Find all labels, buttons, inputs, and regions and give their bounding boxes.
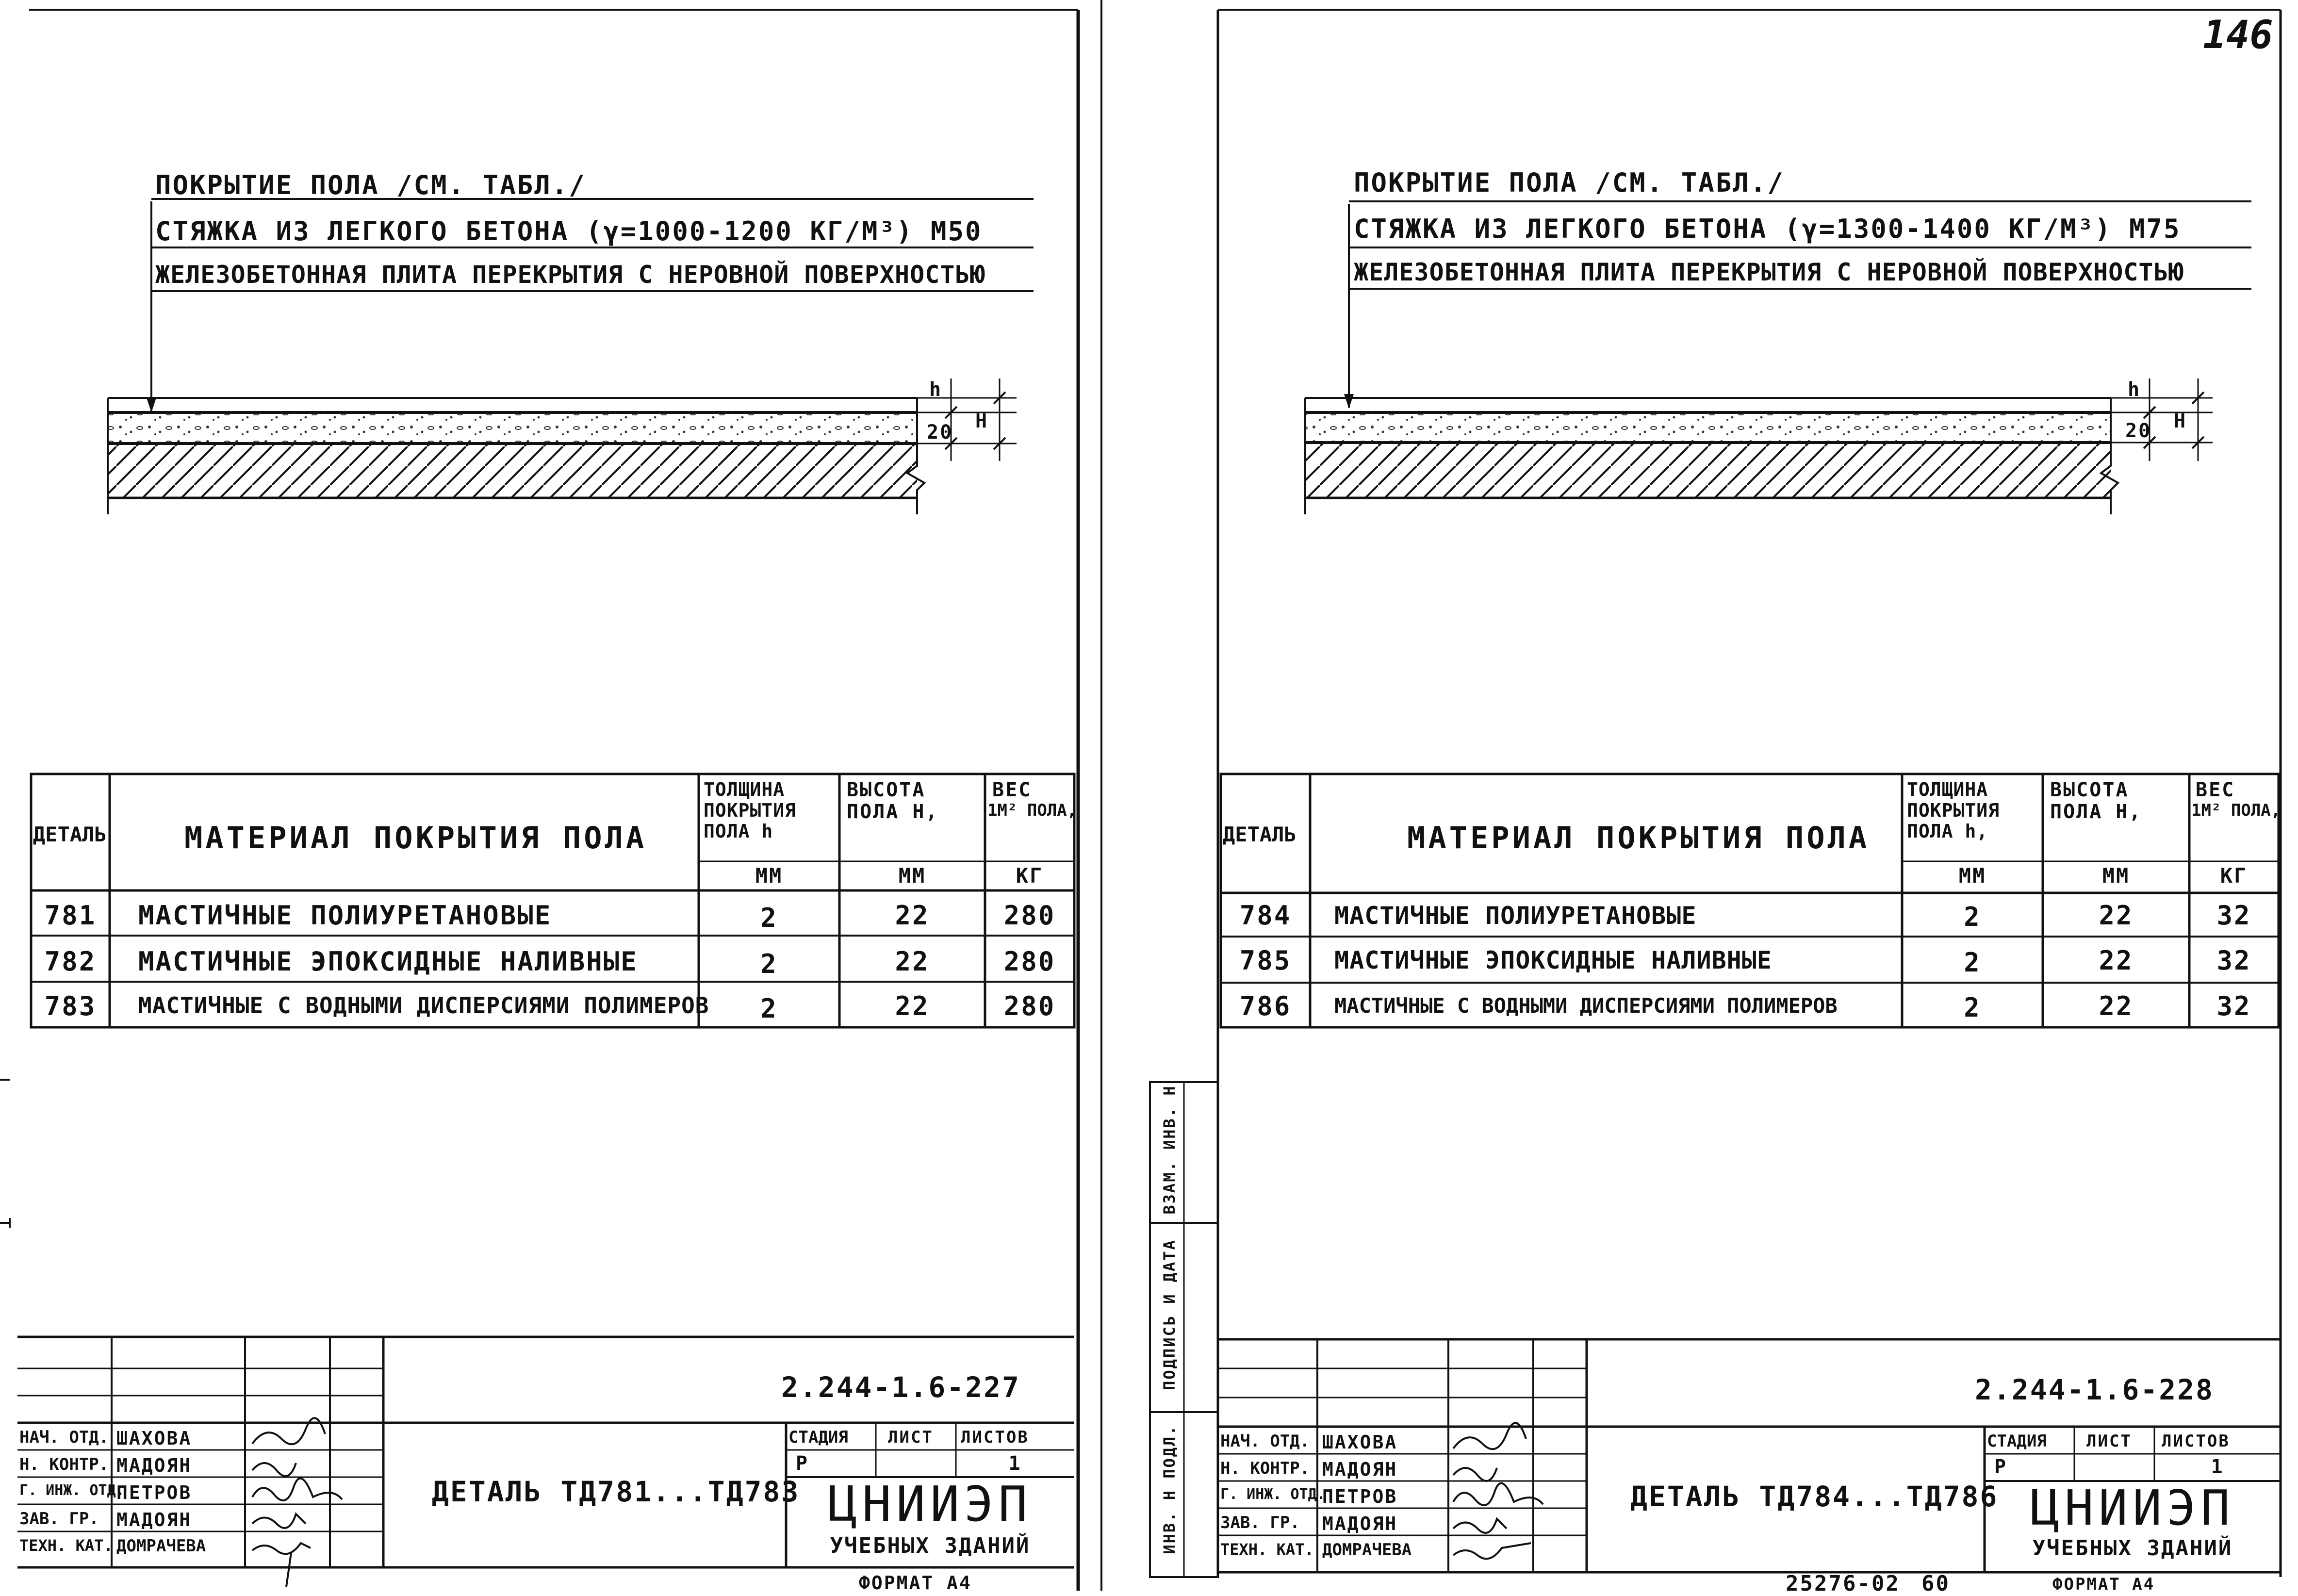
row-thickness: 2 [1964,992,1981,1023]
screed-label: СТЯЖКА ИЗ ЛЕГКОГО БЕТОНА (γ=1000-1200 КГ/М³) М50 [155,216,983,247]
header-weight-2: 1М² ПОЛА, [987,801,1077,820]
header-thickness-2: ПОКРЫТИЯ [1907,800,2000,821]
stage-value: Р [796,1452,809,1475]
role-3: ЗАВ. ГР. [19,1509,99,1529]
side-stamp-sign: ПОДПИСЬ И ДАТА [1160,1239,1179,1390]
row-material: МАСТИЧНЫЕ С ВОДНЫМИ ДИСПЕРСИЯМИ ПОЛИМЕРОВ [1334,994,1838,1018]
name-2: ПЕТРОВ [116,1482,192,1503]
header-weight-unit: КГ [2220,864,2248,888]
bottom-code: 25276-02 [1786,1571,1900,1596]
dim-h: h [929,378,943,401]
row-material: МАСТИЧНЫЕ ЭПОКСИДНЫЕ НАЛИВНЫЕ [1334,946,1772,974]
name-0: ШАХОВА [116,1428,192,1449]
name-3: МАДОЯН [116,1509,192,1530]
header-weight-1: ВЕС [2196,779,2235,801]
header-thickness-1: ТОЛЩИНА [1907,779,1988,800]
org-name: ЦНИИЭП [828,1476,1033,1532]
row-thickness: 2 [760,903,778,933]
cover-label: ПОКРЫТИЕ ПОЛА /СМ. ТАБЛ./ [155,170,586,200]
sheet-label: ЛИСТ [2086,1431,2132,1451]
name-3: МАДОЯН [1322,1513,1398,1534]
stage-label: СТАДИЯ [788,1428,848,1447]
row-material: МАСТИЧНЫЕ ПОЛИУРЕТАНОВЫЕ [138,900,552,931]
row-detail: 784 [1239,900,1292,931]
header-height-1: ВЫСОТА [847,779,926,801]
row-detail: 782 [44,946,97,977]
row-height: 22 [2099,945,2134,976]
row-weight: 280 [1003,900,1056,931]
role-1: Н. КОНТР. [19,1455,109,1474]
org-name: ЦНИИЭП [2030,1480,2235,1536]
row-weight: 32 [2216,900,2251,931]
row-detail: 785 [1239,945,1292,976]
page-number: 146 [2203,12,2273,57]
role-2: Г. ИНЖ. ОТД. [1220,1486,1326,1503]
slab-label: ЖЕЛЕЗОБЕТОННАЯ ПЛИТА ПЕРЕКРЫТИЯ С НЕРОВНОЙ ПОВЕРХНОСТЬЮ [1354,258,2184,286]
row-weight: 32 [2216,991,2251,1021]
row-detail: 781 [44,900,97,931]
name-1: МАДОЯН [116,1455,192,1476]
row-height: 22 [895,946,930,977]
org-sub: УЧЕБНЫХ ЗДАНИЙ [2032,1536,2233,1561]
name-0: ШАХОВА [1322,1431,1398,1453]
org-sub: УЧЕБНЫХ ЗДАНИЙ [830,1533,1031,1558]
format-label: ФОРМАТ А4 [2052,1575,2155,1594]
row-thickness: 2 [1964,902,1981,932]
role-1: Н. КОНТР. [1220,1459,1310,1478]
role-4: ТЕХН. КАТ. [19,1536,113,1555]
sheet-label: ЛИСТ [888,1428,934,1447]
header-thickness-2: ПОКРЫТИЯ [704,800,797,821]
row-height: 22 [2099,991,2134,1021]
role-0: НАЧ. ОТД. [1220,1431,1310,1451]
role-0: НАЧ. ОТД. [19,1428,109,1447]
header-height-unit: ММ [2102,864,2130,888]
screed-label: СТЯЖКА ИЗ ЛЕГКОГО БЕТОНА (γ=1300-1400 КГ/М³) М75 [1354,214,2181,244]
row-weight: 32 [2216,945,2251,976]
header-thickness-unit: ММ [1958,864,1986,888]
row-height: 22 [895,991,930,1021]
sheets-count: 1 [1008,1452,1022,1475]
slab-label: ЖЕЛЕЗОБЕТОННАЯ ПЛИТА ПЕРЕКРЫТИЯ С НЕРОВНОЙ ПОВЕРХНОСТЬЮ [155,261,985,289]
name-4: ДОМРАЧЕВА [1322,1540,1412,1560]
sheets-count: 1 [2211,1456,2224,1478]
stage-label: СТАДИЯ [1987,1431,2047,1451]
header-weight-1: ВЕС [992,779,1032,801]
bottom-page: 60 [1921,1571,1950,1596]
row-material: МАСТИЧНЫЕ С ВОДНЫМИ ДИСПЕРСИЯМИ ПОЛИМЕРОВ [138,992,709,1019]
row-material: МАСТИЧНЫЕ ПОЛИУРЕТАНОВЫЕ [1334,902,1697,930]
dim-H: H [975,410,989,432]
sheet-title: ДЕТАЛЬ ТД781...ТД783 [432,1475,800,1508]
row-detail: 783 [44,991,97,1021]
doc-code: 2.244-1.6-227 [781,1371,1020,1404]
header-weight-unit: КГ [1016,864,1044,888]
row-height: 22 [895,900,930,931]
doc-code: 2.244-1.6-228 [1975,1373,2214,1406]
header-material: МАТЕРИАЛ ПОКРЫТИЯ ПОЛА [1407,820,1870,856]
row-thickness: 2 [1964,947,1981,978]
dim-20: 20 [2125,420,2152,442]
dim-20: 20 [927,421,953,444]
header-height-1: ВЫСОТА [2050,779,2129,801]
header-thickness-3: ПОЛА h, [1907,821,1988,842]
row-material: МАСТИЧНЫЕ ЭПОКСИДНЫЕ НАЛИВНЫЕ [138,946,638,977]
row-thickness: 2 [760,993,778,1024]
side-stamp-vzam: ВЗАМ. ИНВ. Н [1160,1085,1179,1215]
header-height-2: ПОЛА H, [847,801,939,823]
sheets-label: ЛИСТОВ [961,1428,1029,1447]
name-4: ДОМРАЧЕВА [116,1536,206,1556]
cover-label: ПОКРЫТИЕ ПОЛА /СМ. ТАБЛ./ [1354,167,1785,198]
header-height-2: ПОЛА H, [2050,801,2142,823]
row-detail: 786 [1239,991,1292,1021]
sheets-label: ЛИСТОВ [2162,1431,2230,1451]
row-weight: 280 [1003,946,1056,977]
role-4: ТЕХН. КАТ. [1220,1540,1314,1559]
role-2: Г. ИНЖ. ОТД. [19,1482,125,1499]
header-weight-2: 1М² ПОЛА, [2191,801,2281,820]
header-material: МАТЕРИАЛ ПОКРЫТИЯ ПОЛА [184,820,647,856]
row-thickness: 2 [760,949,778,979]
sheet-title: ДЕТАЛЬ ТД784...ТД786 [1630,1480,1999,1513]
format-label: ФОРМАТ А4 [859,1572,972,1594]
header-thickness-1: ТОЛЩИНА [704,779,785,800]
side-stamp-inv: ИНВ. Н ПОДЛ. [1160,1424,1179,1554]
header-detail: ДЕТАЛЬ [1223,823,1297,846]
header-height-unit: ММ [898,864,926,888]
row-height: 22 [2099,900,2134,931]
role-3: ЗАВ. ГР. [1220,1513,1300,1532]
header-thickness-unit: ММ [755,864,783,888]
name-2: ПЕТРОВ [1322,1486,1398,1507]
row-weight: 280 [1003,991,1056,1021]
name-1: МАДОЯН [1322,1459,1398,1480]
stage-value: Р [1994,1456,2008,1478]
header-thickness-3: ПОЛА h [704,821,773,842]
dim-h: h [2128,378,2141,401]
dim-H: H [2174,410,2187,432]
header-detail: ДЕТАЛЬ [33,823,107,846]
